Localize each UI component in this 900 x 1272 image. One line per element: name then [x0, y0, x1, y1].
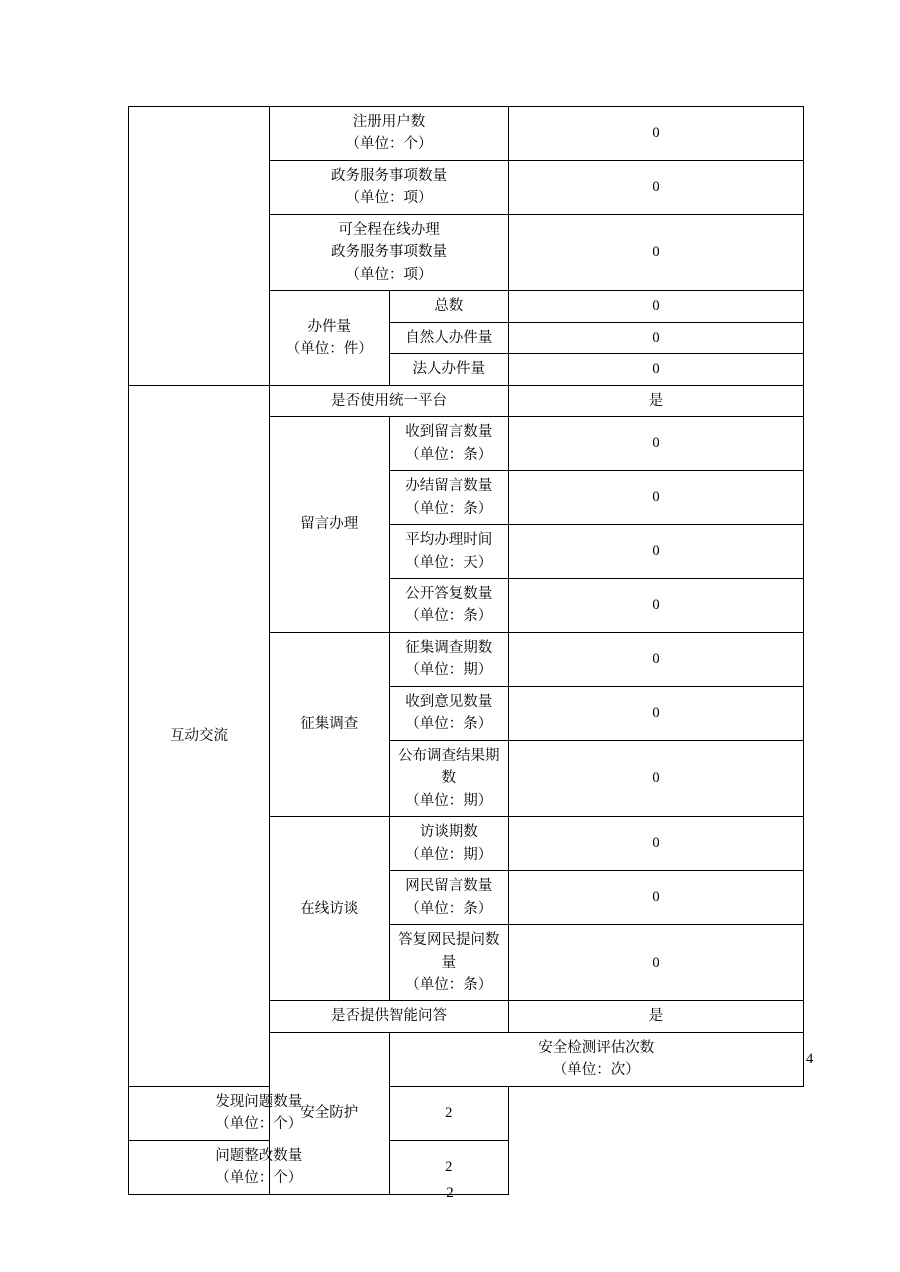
subitem-average-handling-time: 平均办理时间 （单位：天） [389, 525, 509, 579]
report-table-container [128, 106, 814, 1195]
value-smart-qa: 是 [509, 1001, 804, 1032]
item-handled-cases: 办件量 （单位：件） [270, 291, 390, 385]
value-published-results: 0 [509, 740, 804, 816]
value-natural-person-cases: 0 [509, 322, 804, 353]
subitem-public-replies: 公开答复数量 （单位：条） [389, 578, 509, 632]
item-smart-qa: 是否提供智能问答 [270, 1001, 509, 1032]
item-security-assessments: 安全检测评估次数 （单位：次） [389, 1032, 804, 1086]
item-message-handling: 留言办理 [270, 417, 390, 633]
subitem-legal-person-cases: 法人办件量 [389, 354, 509, 385]
subitem-natural-person-cases: 自然人办件量 [389, 322, 509, 353]
category-security: 安全防护 [270, 1032, 390, 1194]
subitem-netizen-questions-answered: 答复网民提问数量 （单位：条） [389, 925, 509, 1001]
subitem-netizen-messages: 网民留言数量 （单位：条） [389, 871, 509, 925]
item-registered-users: 注册用户数 （单位：个） [270, 107, 509, 161]
value-legal-person-cases: 0 [509, 354, 804, 385]
value-netizen-questions-answered: 0 [509, 925, 804, 1001]
value-service-items-count: 0 [509, 160, 804, 214]
item-unified-platform: 是否使用统一平台 [270, 385, 509, 416]
item-issues-rectified: 问题整改数量 （单位：个） [129, 1140, 390, 1194]
value-issues-found: 2 [389, 1086, 509, 1140]
subitem-messages-received: 收到留言数量 （单位：条） [389, 417, 509, 471]
item-online-interview: 在线访谈 [270, 817, 390, 1001]
value-messages-completed: 0 [509, 471, 804, 525]
government-website-report-table [128, 106, 814, 1195]
category-cell-empty [129, 107, 270, 386]
subitem-interview-sessions: 访谈期数 （单位：期） [389, 817, 509, 871]
value-unified-platform: 是 [509, 385, 804, 416]
item-issues-found: 发现问题数量 （单位：个） [129, 1086, 390, 1140]
value-interview-sessions: 0 [509, 817, 804, 871]
item-full-online-service-items: 可全程在线办理 政务服务事项数量 （单位：项） [270, 214, 509, 290]
value-messages-received: 0 [509, 417, 804, 471]
value-netizen-messages: 0 [509, 871, 804, 925]
item-survey: 征集调查 [270, 632, 390, 816]
value-survey-sessions: 0 [509, 632, 804, 686]
subitem-total-cases: 总数 [389, 291, 509, 322]
value-registered-users: 0 [509, 107, 804, 161]
subitem-opinions-received: 收到意见数量 （单位：条） [389, 686, 509, 740]
value-issues-rectified: 2 [389, 1140, 509, 1194]
item-service-items-count: 政务服务事项数量 （单位：项） [270, 160, 509, 214]
value-full-online-service-items: 0 [509, 214, 804, 290]
subitem-survey-sessions: 征集调查期数 （单位：期） [389, 632, 509, 686]
table-row [129, 107, 804, 161]
table-row [129, 385, 804, 416]
value-average-handling-time: 0 [509, 525, 804, 579]
subitem-messages-completed: 办结留言数量 （单位：条） [389, 471, 509, 525]
table-row: 安全防护 安全检测评估次数 （单位：次） 4 [129, 1032, 804, 1086]
page-number: 2 [446, 1185, 454, 1201]
value-total-cases: 0 [509, 291, 804, 322]
category-interaction: 互动交流 [129, 385, 270, 1086]
table-row [129, 1086, 804, 1140]
subitem-published-results: 公布调查结果期数 （单位：期） [389, 740, 509, 816]
value-public-replies: 0 [509, 578, 804, 632]
value-opinions-received: 0 [509, 686, 804, 740]
